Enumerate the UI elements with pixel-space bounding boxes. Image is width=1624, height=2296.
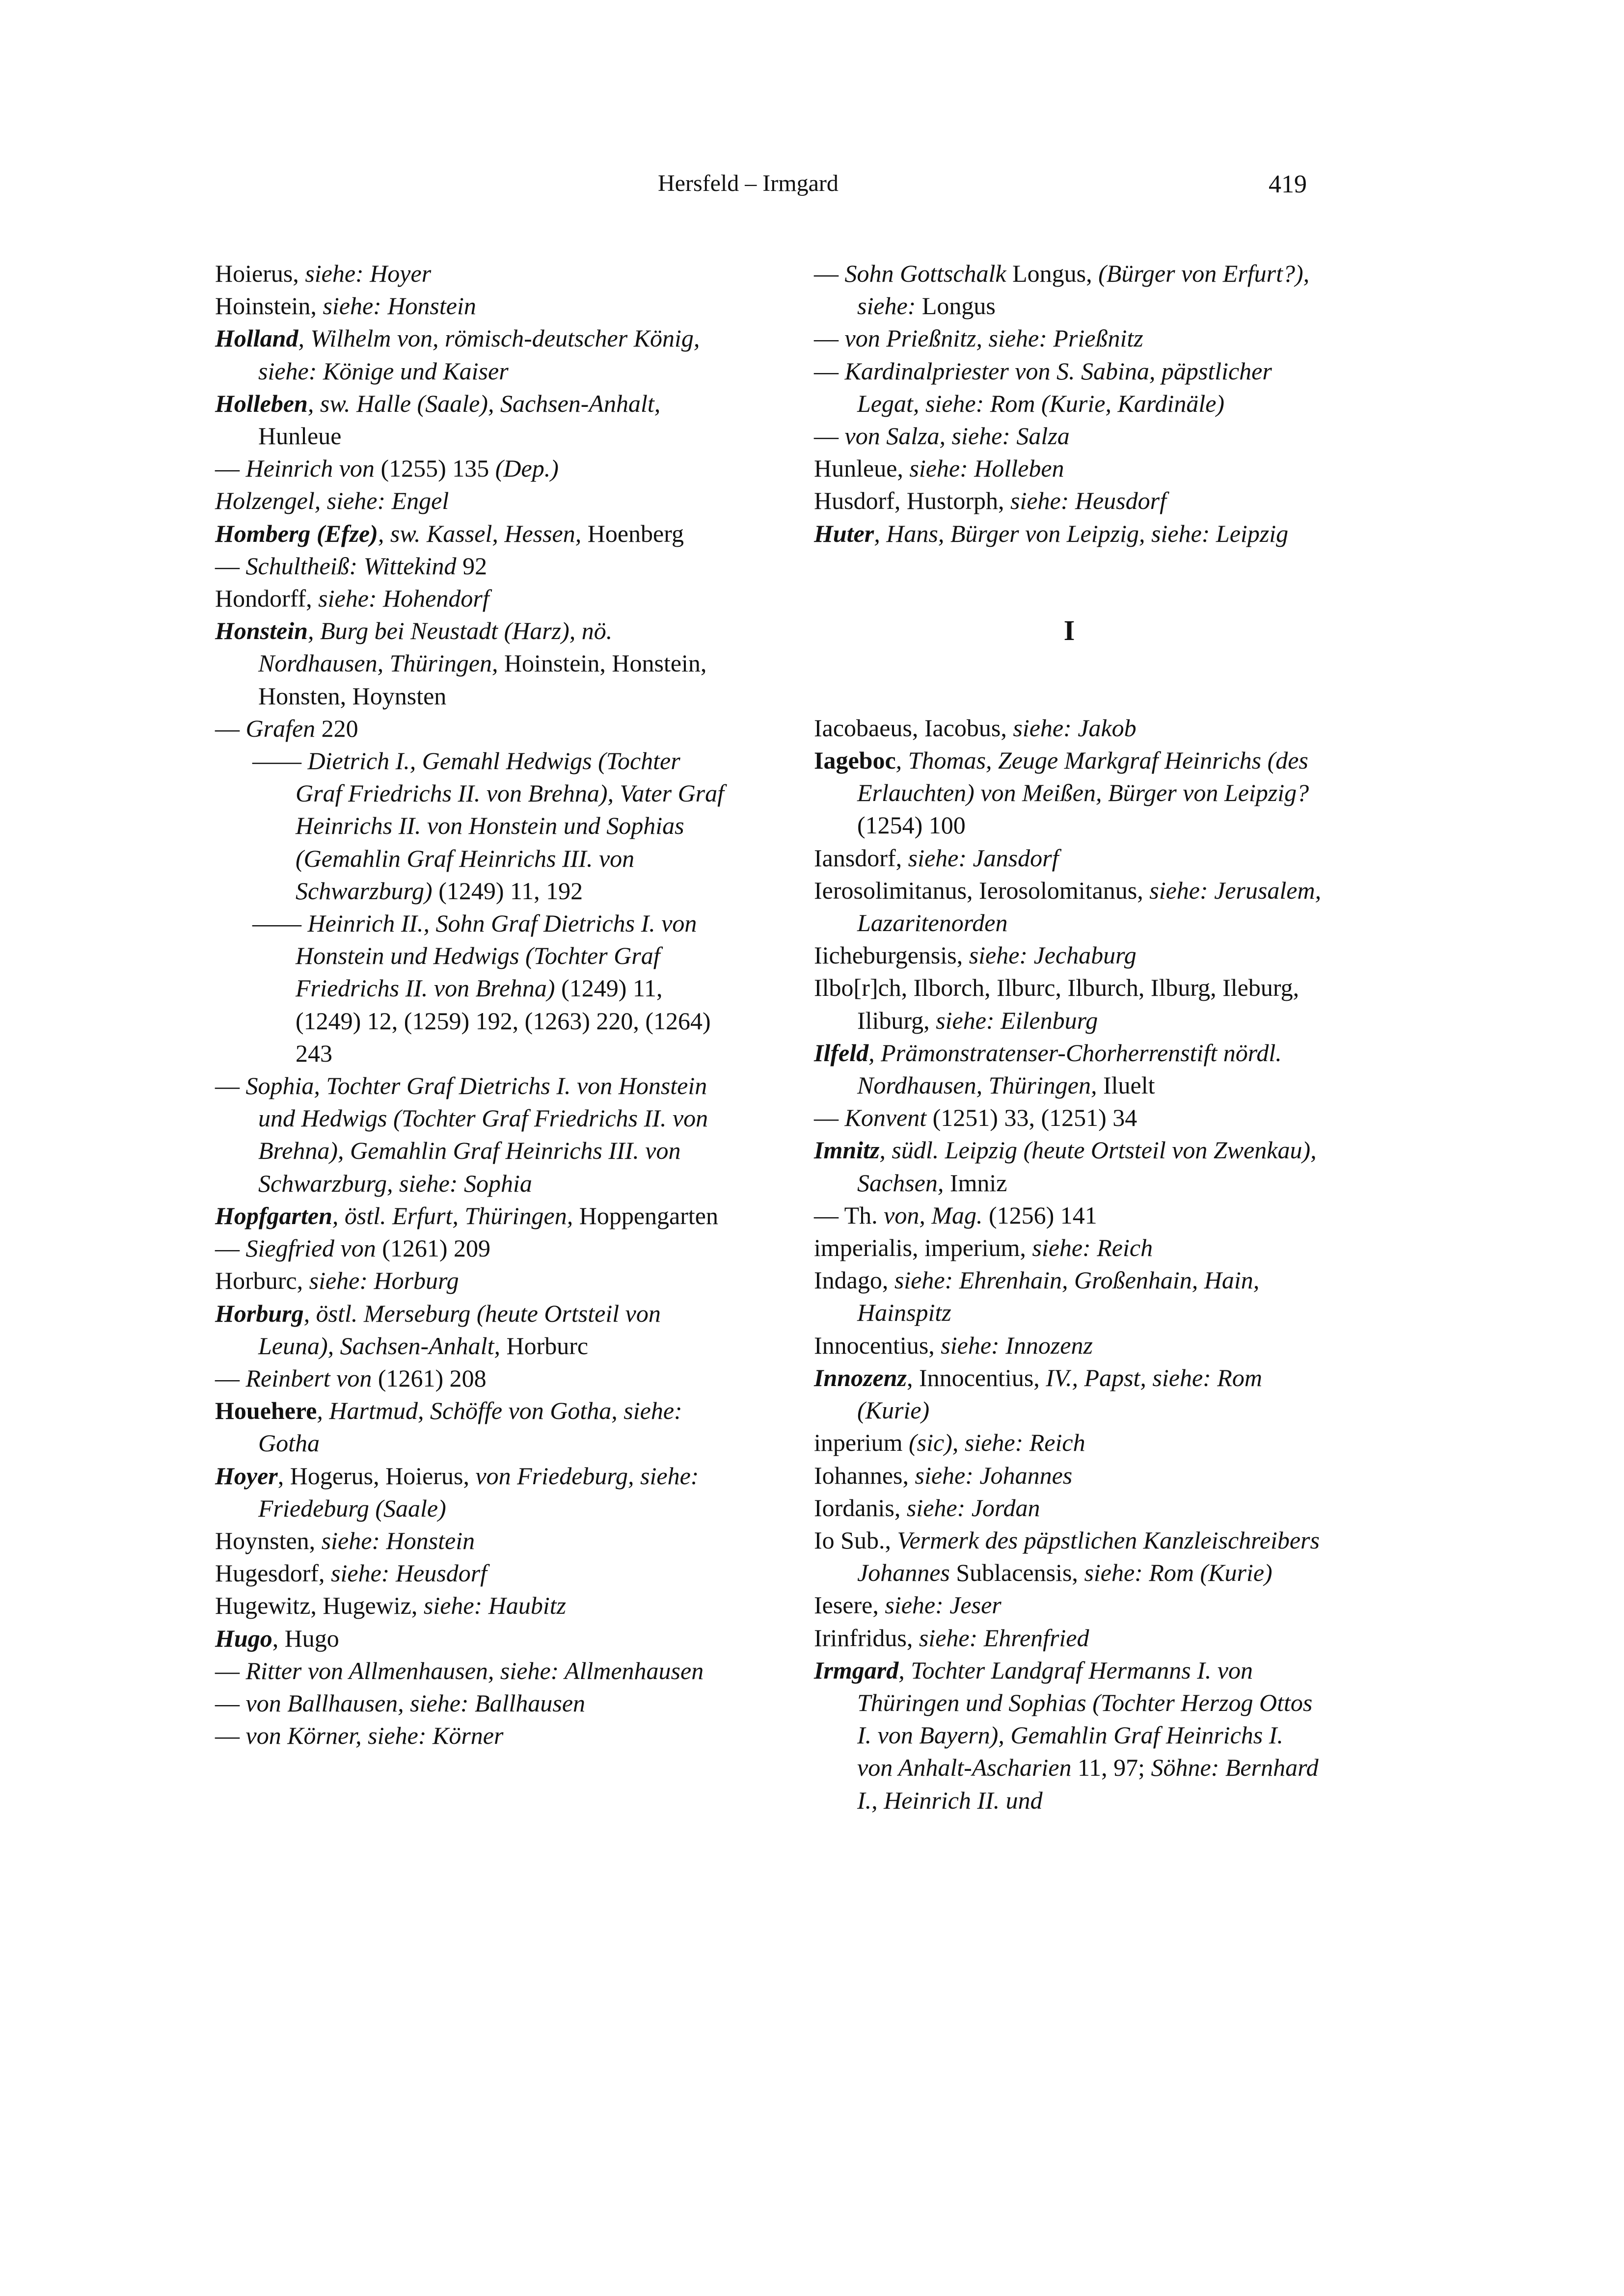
entry-text: Innocentius,: [814, 1331, 941, 1359]
index-entry: [215, 387, 726, 452]
index-entry: [215, 290, 726, 322]
entry-text: siehe: Horburg: [309, 1267, 459, 1295]
entry-text: Indago,: [814, 1266, 894, 1294]
index-entry: [215, 1297, 726, 1362]
entry-text: —: [814, 324, 845, 352]
index-entry: [814, 420, 1325, 452]
entry-text: Heinrich II., Sohn Graf Dietrichs I. von Honstein und Hedwigs (Tochter Graf Friedrichs II. von Brehna): [296, 909, 697, 1002]
entry-text: Hunleue,: [814, 454, 910, 482]
entry-text: siehe: Ehrenfried: [919, 1624, 1089, 1652]
index-entry: [814, 257, 1325, 322]
entry-text: siehe: Johannes: [915, 1461, 1073, 1489]
entry-text: siehe: Haubitz: [423, 1592, 567, 1620]
entry-text: Irinfridus,: [814, 1624, 919, 1652]
index-entry: [215, 1524, 726, 1557]
index-entry: [215, 1200, 726, 1232]
entry-text: —: [215, 1689, 246, 1717]
entry-text: siehe: Ehrenhain, Großenhain, Hain, Hainspitz: [857, 1266, 1260, 1327]
index-column-right: [814, 257, 1325, 1816]
entry-text: siehe: Jeser: [885, 1591, 1001, 1619]
entry-text: siehe: Innozenz: [941, 1331, 1093, 1359]
entry-text: Hoierus,: [215, 260, 305, 287]
index-entry: [215, 1719, 726, 1752]
entry-text: Iesere,: [814, 1591, 885, 1619]
entry-text: —: [215, 1072, 246, 1100]
entry-text: Imniz: [949, 1169, 1007, 1197]
index-entry: [814, 1524, 1325, 1589]
entry-text: , Hans, Bürger von Leipzig, siehe: Leipzig: [874, 519, 1289, 547]
index-entry: [814, 484, 1325, 517]
entry-text: Schultheiß: Wittekind: [245, 552, 463, 580]
entry-text: siehe: Jakob: [1013, 714, 1137, 742]
index-entry: [814, 1199, 1325, 1231]
entry-text: (1254) 100: [857, 811, 966, 839]
headword: Huter: [814, 519, 874, 547]
index-entry: [814, 1589, 1325, 1621]
headword: Holland: [215, 324, 298, 352]
headword: Irmgard: [814, 1656, 899, 1684]
entry-text: , Burg bei Neustadt (Harz), nö. Nordhausen, Thüringen,: [258, 617, 613, 677]
entry-text: von, Mag.: [884, 1201, 989, 1229]
entry-text: , Thomas, Zeuge Markgraf Heinrichs (des Erlauchten) von Meißen, Bürger von Leipzig?: [857, 747, 1309, 807]
headword: Imnitz: [814, 1136, 880, 1164]
entry-text: 220: [321, 714, 358, 742]
index-entry: [814, 322, 1325, 354]
index-entry: [814, 1264, 1325, 1329]
entry-text: Sophia, Tochter Graf Dietrichs I. von Honstein und Hedwigs (Tochter Graf Friedrichs II. von Brehna), Gemahlin Graf Heinrichs III. von Schwarzburg, siehe: Sophia: [245, 1072, 708, 1197]
index-entry: [215, 322, 726, 387]
page-number: 419: [1269, 170, 1307, 198]
index-entry: [814, 971, 1325, 1036]
index-entry: [215, 1655, 726, 1687]
entry-text: —: [814, 1104, 845, 1132]
entry-text: , Prämonstratenser-Chorherrenstift nördl. Nordhausen, Thüringen,: [857, 1039, 1282, 1099]
index-entry: [814, 1329, 1325, 1362]
entry-text: Dietrich I., Gemahl Hedwigs (Tochter Graf Friedrichs II. von Brehna), Vater Graf Heinrichs II. von Honstein und Sophias (Gemahlin Graf Heinrichs III. von Schwarzburg): [296, 747, 725, 905]
entry-text: —: [814, 422, 845, 450]
index-entry: [215, 1232, 726, 1264]
entry-text: (1249) 11, (1249) 12, (1259) 192, (1263) 220, (1264) 243: [296, 974, 711, 1067]
index-entry: [814, 355, 1325, 420]
headword: Iageboc: [814, 747, 896, 774]
entry-text: , Hugo: [272, 1624, 339, 1652]
index-entries-h: [814, 257, 1325, 550]
entry-text: siehe: Reich: [1032, 1234, 1153, 1262]
entry-text: —: [215, 454, 246, 482]
entry-text: (Bürger von Erfurt?), siehe:: [857, 260, 1310, 320]
entry-text: —: [215, 552, 246, 580]
entry-text: von Ballhausen, siehe: Ballhausen: [245, 1689, 586, 1717]
entry-text: Hondorff,: [215, 585, 319, 613]
entry-text: , Tochter Landgraf Hermanns I. von Thüringen und Sophias (Tochter Herzog Ottos I. von Bayern), Gemahlin Graf Heinrichs I. von Anhalt-Ascharien: [857, 1656, 1313, 1782]
entry-text: Heinrich von: [245, 454, 381, 482]
entry-text: IV., Papst, siehe: Rom (Kurie): [857, 1363, 1262, 1424]
entry-text: , südl. Leipzig (heute Ortsteil von Zwenkau), Sachsen,: [857, 1136, 1317, 1197]
entry-text: —: [215, 1656, 246, 1684]
entry-text: Iordanis,: [814, 1494, 907, 1522]
index-entry: [814, 1134, 1325, 1199]
entry-text: siehe: Eilenburg: [936, 1006, 1098, 1034]
index-subentry: [215, 907, 726, 1069]
index-entry: [215, 712, 726, 745]
entry-text: Longus,: [1012, 260, 1099, 287]
entry-text: Reinbert von: [245, 1364, 378, 1392]
index-entry: [215, 1069, 726, 1200]
entry-text: (1249) 11, 192: [438, 877, 583, 905]
index-entry: [814, 874, 1325, 939]
headword: Innozenz: [814, 1363, 907, 1391]
section-heading: I: [1063, 614, 1075, 646]
index-entry: [814, 1654, 1325, 1816]
entry-text: —: [215, 1234, 246, 1262]
headword: Horburg: [215, 1299, 304, 1327]
entry-text: siehe: Heusdorf: [1010, 487, 1166, 515]
entry-text: siehe: Rom (Kurie): [1084, 1559, 1272, 1587]
index-entry: [215, 1589, 726, 1622]
entry-text: (Dep.): [495, 454, 559, 482]
entry-text: siehe: Hoyer: [305, 260, 432, 287]
headword: Houehere: [215, 1397, 317, 1425]
entry-text: von Friedeburg, siehe: Friedeburg (Saale): [258, 1462, 699, 1522]
index-entry: [814, 1426, 1325, 1459]
entry-text: siehe: Heusdorf: [331, 1559, 487, 1587]
index-entry: [814, 712, 1325, 744]
entry-text: Hoenberg: [587, 519, 684, 547]
entry-text: , Innocentius,: [907, 1363, 1046, 1391]
entry-text: — Th.: [814, 1201, 884, 1229]
entry-text: inperium: [814, 1429, 909, 1457]
index-entry: [814, 1231, 1325, 1264]
entry-text: Siegfried von: [245, 1234, 382, 1262]
entry-text: ——: [252, 747, 308, 775]
entry-text: Hoinstein, Honstein, Honsten, Hoynsten: [258, 649, 707, 710]
entry-text: von Körner, siehe: Körner: [245, 1722, 504, 1750]
entry-text: Söhne: Bernhard I., Heinrich II. und: [857, 1754, 1319, 1814]
index-entry: [215, 550, 726, 582]
index-entry: [215, 1394, 726, 1459]
index-entry: [814, 939, 1325, 971]
index-entry: [814, 1037, 1325, 1101]
entry-text: Horburc,: [215, 1267, 309, 1295]
index-entry: [215, 452, 726, 484]
entry-text: Iicheburgensis,: [814, 941, 969, 969]
index-entry: [814, 842, 1325, 874]
index-column-left: [215, 257, 726, 1752]
entry-text: Hoynsten,: [215, 1526, 322, 1554]
index-entry: [215, 614, 726, 712]
index-entry: [215, 1687, 726, 1719]
entry-text: Hoppengarten: [579, 1201, 718, 1229]
entry-text: (1251) 33, (1251) 34: [932, 1104, 1137, 1132]
entry-text: Longus: [921, 292, 996, 320]
index-entry: [215, 1460, 726, 1524]
entry-text: Ritter von Allmenhausen, siehe: Allmenhausen: [245, 1656, 704, 1684]
entry-text: Ilbo[r]ch, Ilborch, Ilburc, Ilburch, Ilburg, Ileburg, Iliburg,: [814, 974, 1299, 1034]
headword: Ilfeld: [814, 1039, 869, 1067]
index-entry: [215, 484, 726, 517]
entry-text: von Prießnitz, siehe: Prießnitz: [844, 324, 1143, 352]
entry-text: , sw. Halle (Saale), Sachsen-Anhalt,: [307, 389, 661, 417]
index-entry: [814, 1459, 1325, 1492]
index-entry: [814, 517, 1325, 550]
index-entry: [215, 1557, 726, 1589]
entry-text: Hugesdorf,: [215, 1559, 331, 1587]
entry-text: siehe: Jechaburg: [969, 941, 1137, 969]
entry-text: Grafen: [245, 714, 322, 742]
entry-text: , sw. Kassel, Hessen,: [378, 519, 588, 547]
entry-text: , Hogerus, Hoierus,: [277, 1462, 476, 1490]
entry-text: Hoinstein,: [215, 292, 323, 320]
headword: Hugo: [215, 1624, 272, 1652]
entry-text: Io Sub.,: [814, 1526, 897, 1554]
entry-text: (1256) 141: [988, 1201, 1097, 1229]
entry-text: von Salza, siehe: Salza: [844, 422, 1070, 450]
entry-text: —: [215, 1722, 246, 1750]
entry-text: ——: [252, 909, 308, 937]
entry-text: , östl. Merseburg (heute Ortsteil von Leuna), Sachsen-Anhalt,: [258, 1299, 661, 1360]
entry-text: (1261) 209: [382, 1234, 491, 1262]
entry-text: 11, 97;: [1078, 1754, 1151, 1782]
entry-text: Iluelt: [1103, 1071, 1155, 1099]
headword: Homberg (Efze): [215, 519, 378, 547]
entry-text: Holzengel, siehe: Engel: [215, 487, 449, 515]
entry-text: Hugewitz, Hugewiz,: [215, 1592, 424, 1620]
entry-text: imperialis, imperium,: [814, 1234, 1032, 1262]
entry-text: (1255) 135: [380, 454, 495, 482]
entry-text: siehe: Jordan: [906, 1494, 1040, 1522]
headword: Honstein: [215, 617, 308, 645]
entry-text: Iohannes,: [814, 1461, 915, 1489]
entry-text: , Hartmud, Schöffe von Gotha, siehe: Gotha: [258, 1397, 682, 1457]
headword: Hoyer: [215, 1462, 278, 1490]
index-entry: [215, 1362, 726, 1394]
running-head: Hersfeld – Irmgard: [658, 170, 839, 196]
index-entry: [215, 257, 726, 290]
entry-text: Ierosolimitanus, Ierosolomitanus,: [814, 876, 1150, 904]
entry-text: siehe: Jansdorf: [908, 844, 1059, 872]
entry-text: Vermerk des päpstlichen Kanzleischreibers Johannes: [857, 1526, 1320, 1587]
index-entry: [814, 744, 1325, 842]
entry-text: —: [814, 260, 845, 287]
entry-text: Sublacensis,: [956, 1559, 1084, 1587]
index-entry: [814, 452, 1325, 484]
headword: Holleben: [215, 389, 308, 417]
entry-text: —: [215, 714, 246, 742]
index-entry: [215, 1622, 726, 1655]
index-entry: [215, 582, 726, 614]
entry-text: , östl. Erfurt, Thüringen,: [332, 1201, 579, 1229]
entry-text: Husdorf, Hustorph,: [814, 487, 1010, 515]
index-entry: [814, 1362, 1325, 1426]
index-entry: [814, 1622, 1325, 1654]
entry-text: siehe: Honstein: [323, 292, 476, 320]
index-entry: [215, 517, 726, 550]
entry-text: Sohn Gottschalk: [844, 260, 1013, 287]
entry-text: siehe: Honstein: [321, 1526, 475, 1554]
headword: Hopfgarten: [215, 1201, 332, 1229]
entry-text: siehe: Hohendorf: [318, 585, 489, 613]
index-entries-i: [814, 712, 1325, 1816]
entry-text: (sic), siehe: Reich: [909, 1429, 1085, 1457]
entry-text: Iansdorf,: [814, 844, 908, 872]
entry-text: Kardinalpriester von S. Sabina, päpstlicher Legat, siehe: Rom (Kurie, Kardinäle): [844, 357, 1272, 417]
entry-text: Hunleue: [258, 422, 342, 450]
entry-text: Horburc: [506, 1332, 589, 1360]
index-entry: [215, 1264, 726, 1297]
entry-text: (1261) 208: [378, 1364, 487, 1392]
entry-text: 92: [462, 552, 487, 580]
index-entry: [814, 1101, 1325, 1134]
entry-text: —: [814, 357, 845, 385]
entry-text: siehe: Jerusalem, Lazaritenorden: [857, 876, 1322, 937]
entry-text: Konvent: [844, 1104, 933, 1132]
index-entry: [814, 1492, 1325, 1524]
entry-text: —: [215, 1364, 246, 1392]
entry-text: siehe: Holleben: [909, 454, 1064, 482]
index-subentry: [215, 745, 726, 907]
entry-text: , Wilhelm von, römisch-deutscher König, siehe: Könige und Kaiser: [258, 324, 700, 385]
entry-text: Iacobaeus, Iacobus,: [814, 714, 1013, 742]
